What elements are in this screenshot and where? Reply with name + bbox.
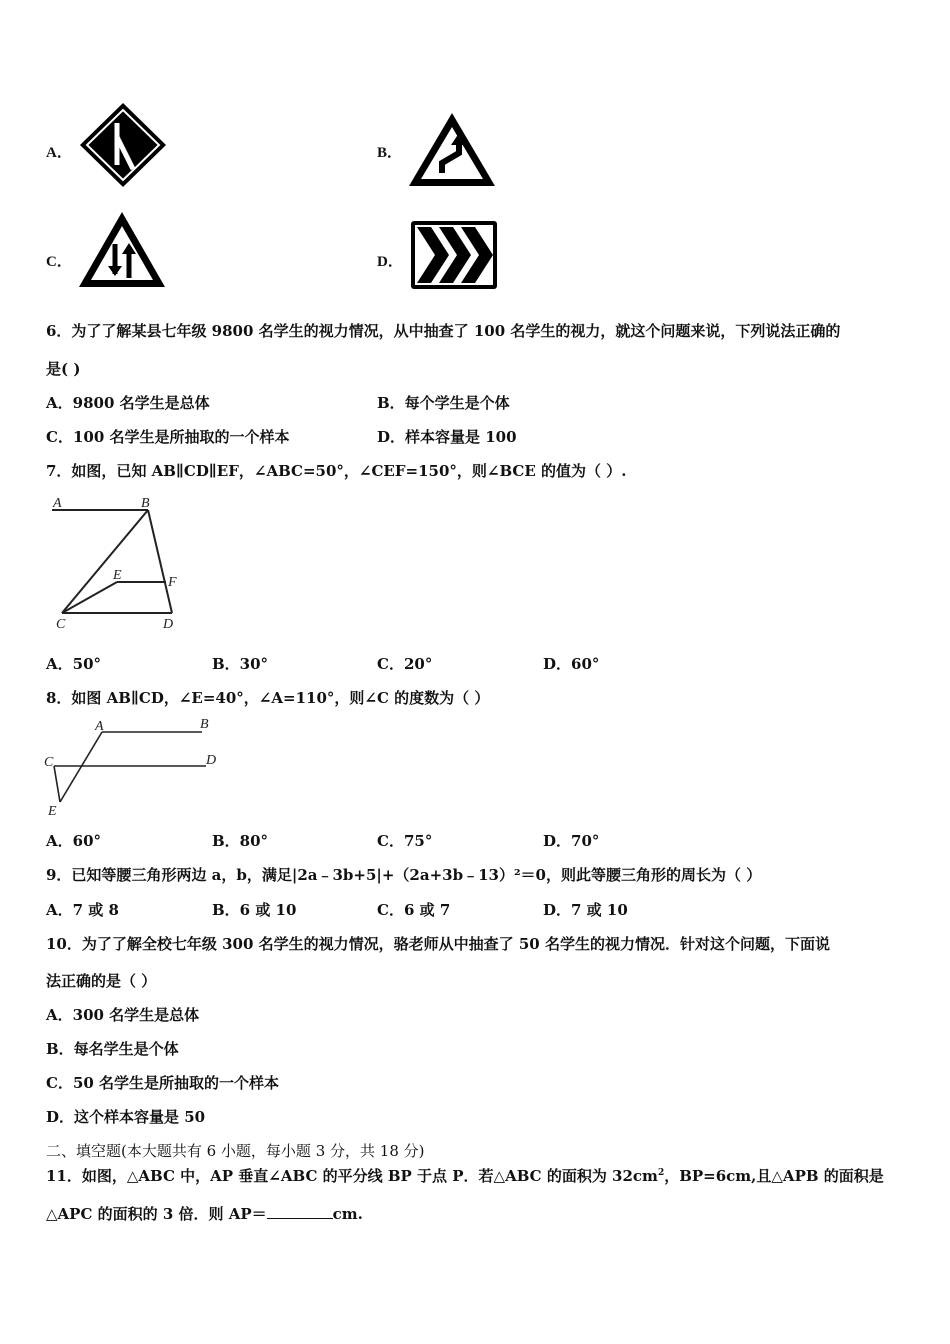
q7-line-bd	[148, 510, 172, 613]
q10-option-b: B．每名学生是个体	[46, 1040, 179, 1058]
q6-option-d: D．样本容量是 100	[377, 428, 517, 446]
q8-point-d-label: D	[206, 753, 217, 768]
q10-stem-line2: 法正确的是（ ）	[46, 972, 157, 990]
q8-option-c: C．75°	[377, 832, 433, 850]
option-a-label: A．	[46, 145, 72, 161]
winding-road-sign-icon	[407, 111, 497, 189]
merge-sign-icon	[77, 101, 169, 189]
q8-point-c-label: C	[44, 755, 54, 770]
q7-point-e-label: E	[113, 568, 122, 583]
option-b-label: B．	[377, 145, 403, 161]
option-d-label: D．	[377, 254, 403, 270]
q9-option-a: A．7 或 8	[46, 901, 119, 919]
section-heading-fill-in: 二、填空题(本大题共有 6 小题，每小题 3 分，共 18 分)	[46, 1142, 425, 1160]
q9-option-b: B．6 或 10	[212, 901, 297, 919]
two-way-traffic-sign-icon	[77, 210, 167, 290]
q9-stem: 9．已知等腰三角形两边 a，b，满足|2a﹣3b+5|+（2a+3b﹣13）²＝0，则此等腰三角形的周长为（ ）	[46, 866, 762, 884]
q8-point-a-label: A	[95, 719, 104, 734]
q8-point-e-label: E	[48, 804, 57, 819]
q8-stem: 8．如图 AB∥CD，∠E=40°，∠A=110°，则∠C 的度数为（ ）	[46, 689, 490, 707]
q8-line-ce	[54, 766, 60, 802]
q6-option-b: B．每个学生是个体	[377, 394, 510, 412]
q8-line-ae	[60, 732, 102, 802]
q7-point-f-label: F	[168, 575, 177, 590]
q11-stem-line1: 11．如图，△ABC 中，AP 垂直∠ABC 的平分线 BP 于点 P．若△ABC 的面积为 $32cm^2$，BP=6cm,且△APB 的面积是	[46, 1167, 884, 1185]
q7-line-bc	[62, 510, 148, 613]
q7-line-ce	[62, 582, 117, 613]
q8-point-b-label: B	[200, 717, 209, 732]
q7-point-c-label: C	[56, 617, 66, 632]
q7-point-a-label: A	[53, 496, 62, 511]
q7-option-b: B．30°	[212, 655, 269, 673]
q8-option-d: D．70°	[543, 832, 600, 850]
q10-stem-line1: 10．为了了解全校七年级 300 名学生的视力情况，骆老师从中抽查了 50 名学生的视力情况．针对这个问题，下面说	[46, 935, 830, 953]
q10-option-a: A．300 名学生是总体	[46, 1006, 200, 1024]
q7-stem: 7．如图，已知 AB∥CD∥EF，∠ABC=50°，∠CEF=150°，则∠BCE 的值为（ ）.	[46, 462, 627, 480]
q11-stem-line2: △APC 的面积的 3 倍．则 AP＝ cm.	[46, 1205, 363, 1223]
q8-parallel-lines-figure	[42, 714, 222, 820]
q7-option-d: D．60°	[543, 655, 600, 673]
chevron-sign-icon	[409, 219, 499, 291]
q9-option-d: D．7 或 10	[543, 901, 628, 919]
q7-option-a: A．50°	[46, 655, 102, 673]
q10-option-d: D．这个样本容量是 50	[46, 1108, 206, 1126]
q7-option-c: C．20°	[377, 655, 433, 673]
q6-stem-line1: 6．为了了解某县七年级 9800 名学生的视力情况，从中抽查了 100 名学生的视力，就这个问题来说，下列说法正确的	[46, 322, 841, 340]
q7-parallel-lines-figure	[46, 492, 186, 632]
q6-option-c: C．100 名学生是所抽取的一个样本	[46, 428, 290, 446]
q9-option-c: C．6 或 7	[377, 901, 451, 919]
q7-point-d-label: D	[163, 617, 174, 632]
option-c-label: C．	[46, 254, 72, 270]
q6-option-a: A．9800 名学生是总体	[46, 394, 210, 412]
q8-option-b: B．80°	[212, 832, 269, 850]
q8-option-a: A．60°	[46, 832, 102, 850]
q7-point-b-label: B	[141, 496, 150, 511]
q10-option-c: C．50 名学生是所抽取的一个样本	[46, 1074, 280, 1092]
q6-stem-line2: 是( )	[46, 360, 81, 378]
q11-answer-blank[interactable]	[267, 1204, 333, 1219]
